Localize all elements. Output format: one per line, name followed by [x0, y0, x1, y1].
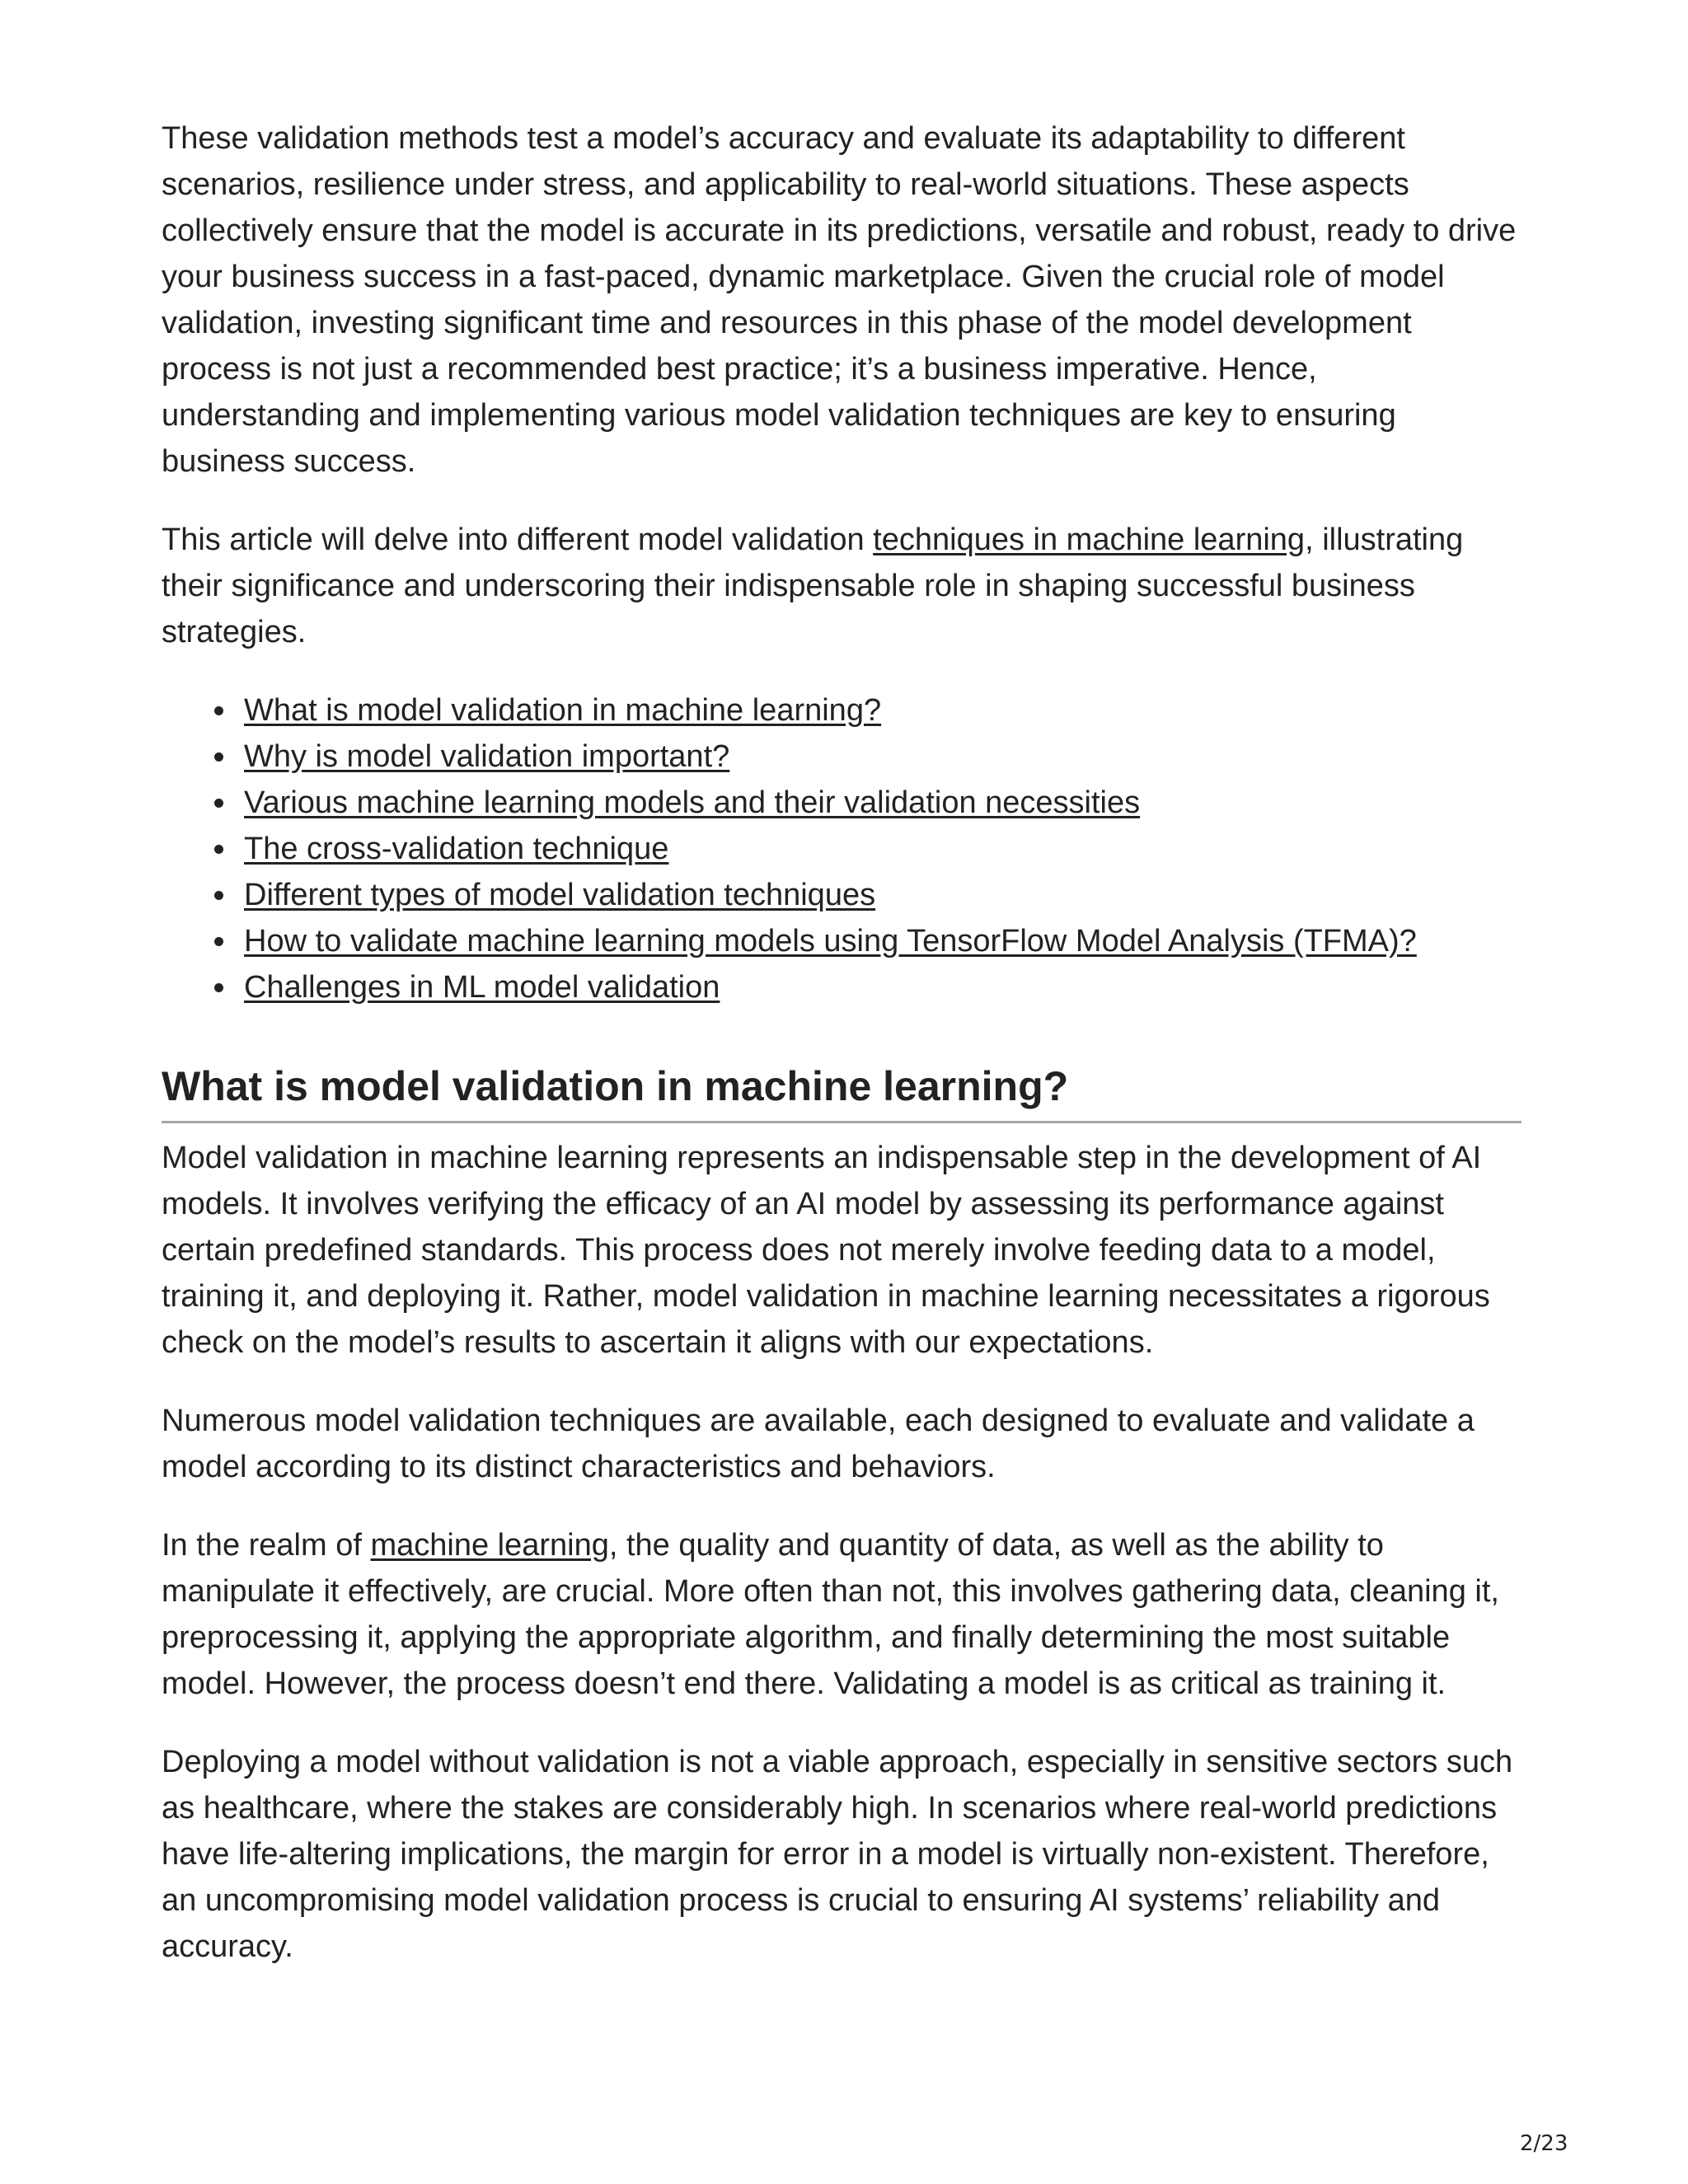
- bullet-icon: [214, 845, 223, 854]
- page-number: 2/23: [1520, 2131, 1568, 2156]
- section-paragraph-2: Numerous model validation techniques are available, each designed to evaluate and validate a model according to its distinct characteristics and behaviors.: [162, 1404, 1475, 1484]
- toc-item: [244, 872, 1522, 918]
- intro-paragraph-2-text-after: , illustrating their significance and underscoring their indispensable role in shaping successful business strategies.: [162, 523, 1464, 649]
- bullet-icon: [214, 799, 223, 808]
- intro-paragraph-2-text-before: This article will delve into different model validation: [162, 523, 874, 557]
- intro-paragraph-2: [162, 517, 1522, 655]
- toc-item: [244, 964, 1522, 1010]
- toc-link-challenges[interactable]: Challenges in ML model validation: [244, 970, 720, 1005]
- section-paragraph-1: Model validation in machine learning represents an indispensable step in the development of AI models. It involves verifying the efficacy of an AI model by assessing its performance against certain predefined standards. This process does not merely involve feeding data to a model, training it, and deploying it. Rather, model validation in machine learning necessitates a rigorous check on the model’s results to ascertain it aligns with our expectations.: [162, 1141, 1490, 1360]
- bullet-icon: [214, 706, 223, 715]
- section-paragraph-4: Deploying a model without validation is not a viable approach, especially in sensitive sectors such as healthcare, where the stakes are considerably high. In scenarios where real-world predictions have life-altering implications, the margin for error in a model is virtually non-existent. Therefore, an uncompromising model validation process is crucial to ensuring AI systems’ reliability and accuracy.: [162, 1745, 1513, 1964]
- bullet-icon: [214, 983, 223, 992]
- toc-link-why-important[interactable]: Why is model validation important?: [244, 739, 730, 774]
- article-content: [162, 115, 1522, 2002]
- section-paragraph-3: [162, 1522, 1522, 1707]
- toc-item: [244, 826, 1522, 872]
- table-of-contents: [162, 687, 1522, 1010]
- toc-item: [244, 687, 1522, 733]
- toc-link-tfma[interactable]: How to validate machine learning models using TensorFlow Model Analysis (TFMA)?: [244, 924, 1417, 958]
- techniques-in-machine-learning-link[interactable]: techniques in machine learning: [873, 523, 1306, 557]
- toc-link-types-of-techniques[interactable]: Different types of model validation techniques: [244, 878, 876, 912]
- machine-learning-link[interactable]: machine learning: [370, 1528, 609, 1563]
- bullet-icon: [214, 891, 223, 900]
- toc-link-cross-validation[interactable]: The cross-validation technique: [244, 832, 669, 866]
- toc-link-various-models[interactable]: Various machine learning models and their validation necessities: [244, 785, 1141, 820]
- section-paragraph-3-text-after: , the quality and quantity of data, as well as the ability to manipulate it effectively, are crucial. More often than not, this involves gathering data, cleaning it, preprocessing it, applying the appropriate algorithm, and finally determining the most suitable model. However, the process doesn’t end there. Validating a model is as critical as training it.: [162, 1528, 1499, 1701]
- toc-item: [244, 733, 1522, 780]
- bullet-icon: [214, 937, 223, 946]
- section-paragraph-3-text-before: In the realm of: [162, 1528, 371, 1563]
- section-heading: What is model validation in machine learning?: [162, 1060, 1522, 1123]
- toc-item: [244, 918, 1522, 964]
- toc-link-what-is-model-validation[interactable]: What is model validation in machine learning?: [244, 693, 882, 728]
- bullet-icon: [214, 752, 223, 762]
- toc-item: [244, 780, 1522, 826]
- intro-paragraph-1: These validation methods test a model’s accuracy and evaluate its adaptability to different scenarios, resilience under stress, and applicability to real-world situations. These aspects collectively ensure that the model is accurate in its predictions, versatile and robust, ready to drive your business success in a fast-paced, dynamic marketplace. Given the crucial role of model validation, investing significant time and resources in this phase of the model development process is not just a recommended best practice; it’s a business imperative. Hence, understanding and implementing various model validation techniques are key to ensuring business success.: [162, 121, 1517, 479]
